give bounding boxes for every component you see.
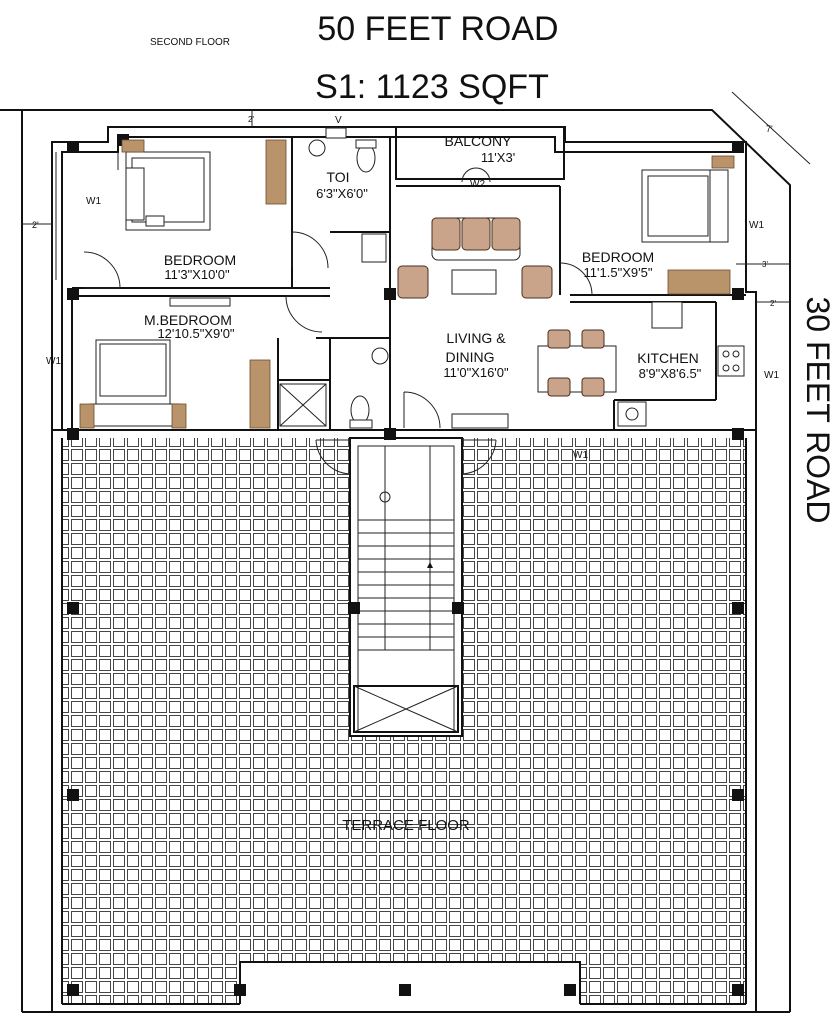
bedroom-right-label: BEDROOM	[581, 249, 655, 265]
column	[67, 984, 79, 996]
column	[732, 789, 744, 801]
window-tag-master-bedroom: W1	[46, 356, 61, 367]
column	[732, 141, 744, 153]
road-right-label: 30 FEET ROAD	[800, 296, 836, 524]
floor-label: SECOND FLOOR	[150, 37, 231, 48]
column	[67, 428, 79, 440]
column	[67, 141, 79, 153]
column	[732, 602, 744, 614]
column	[234, 984, 246, 996]
dim-left-two-ft: 2'	[32, 220, 39, 230]
dim-top-two-ft: 2'	[248, 115, 254, 124]
ventilator-tag: V	[335, 115, 342, 126]
terrace-tiles	[62, 438, 746, 1004]
window-tag-balcony: W2	[470, 179, 485, 190]
living-size: 11'0"X16'0"	[443, 365, 509, 380]
kitchen-label: KITCHEN	[637, 350, 699, 366]
master-bedroom-size: 12'10.5"X9'0"	[157, 326, 235, 341]
column	[564, 984, 576, 996]
column	[452, 602, 464, 614]
balcony-size: 11'X3'	[480, 150, 516, 165]
column	[67, 789, 79, 801]
unit-area-label: S1: 1123 SQFT	[315, 68, 549, 106]
living-label-line1: LIVING &	[446, 330, 506, 346]
toilet-size: 6'3"X6'0"	[316, 186, 368, 201]
bedroom-left-label: BEDROOM	[163, 252, 237, 268]
column	[384, 288, 396, 300]
staircase	[350, 438, 462, 736]
bedroom-right-size: 11'1.5"X9'5"	[583, 265, 653, 280]
column	[348, 602, 360, 614]
dim-right-three-ft: 3'	[762, 260, 768, 269]
window-tag-left-bedroom: W1	[86, 196, 101, 207]
column	[67, 288, 79, 300]
bedroom-left-size: 11'3"X10'0"	[164, 267, 230, 282]
window-tag-right-bedroom: W1	[749, 220, 764, 231]
column	[384, 428, 396, 440]
column	[67, 602, 79, 614]
column	[732, 288, 744, 300]
terrace-label: TERRACE FLOOR	[342, 817, 470, 834]
dim-right-two-ft: 2'	[770, 299, 776, 308]
column	[399, 984, 411, 996]
window-tag-kitchen: W1	[764, 370, 779, 381]
master-bedroom-label: M.BEDROOM	[144, 312, 232, 328]
living-label-line2: DINING	[445, 349, 495, 365]
dim-corner-seven-ft: 7'	[766, 124, 773, 134]
column	[732, 428, 744, 440]
column	[732, 984, 744, 996]
road-top-label: 50 FEET ROAD	[317, 10, 559, 48]
balcony-label: BALCONY	[444, 133, 512, 149]
window-tag-bottom: W1	[573, 450, 588, 461]
toilet-label: TOI	[326, 169, 350, 185]
kitchen-size: 8'9"X8'6.5"	[638, 366, 702, 381]
